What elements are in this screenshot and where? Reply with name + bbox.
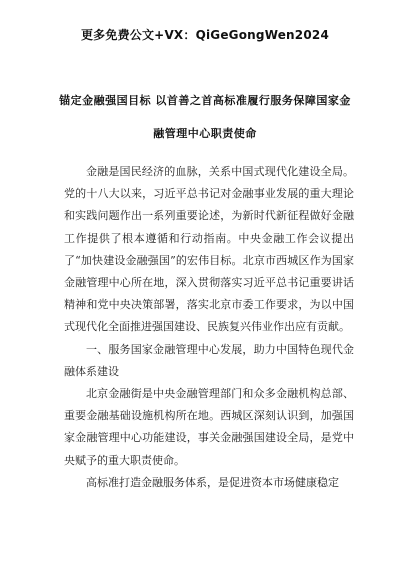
document-title-line-1: 锚定金融强国目标 以首善之首高标准履行服务保障国家金 (59, 94, 351, 107)
paragraph-service-system: 高标准打造金融服务体系，是促进资本市场健康稳定 (86, 475, 339, 489)
paragraph-intro: 金融是国民经济的血脉，关系中国式现代化建设全局。党的十八大以来，习近平总书记对金融事业发展的重大理论和实践问题作出一系列重要论述，为新时代新征程做好金融工作提供了根本遵循和行动指南。中央金融工作会议提出了“加快建设金融强国”的宏伟目标。北京市西城区作为国家金融管理中心所在地，深入贯彻落实习近平总书记重要讲话精神和党中央决策部署，落实北京市委工作要求，为以中国式现代化全面推进强国建设、民族复兴伟业作出应有贡献。 (64, 165, 354, 334)
document-title-line-2: 融管理中心职责使命 (153, 127, 257, 140)
paragraph-financial-street: 北京金融街是中央金融管理部门和众多金融机构总部、重要金融基础设施机构所在地。西城区深刻认识到，加强国家金融管理中心功能建设，事关金融强国建设全局，是党中央赋予的重大职责使命。 (64, 387, 354, 467)
document-body (64, 161, 354, 494)
section-heading-1: 一、服务国家金融管理中心发展，助力中国特色现代金融体系建设 (64, 342, 354, 378)
watermark-text: 更多免费公文+VX：QiGeGongWen2024 (80, 28, 329, 42)
